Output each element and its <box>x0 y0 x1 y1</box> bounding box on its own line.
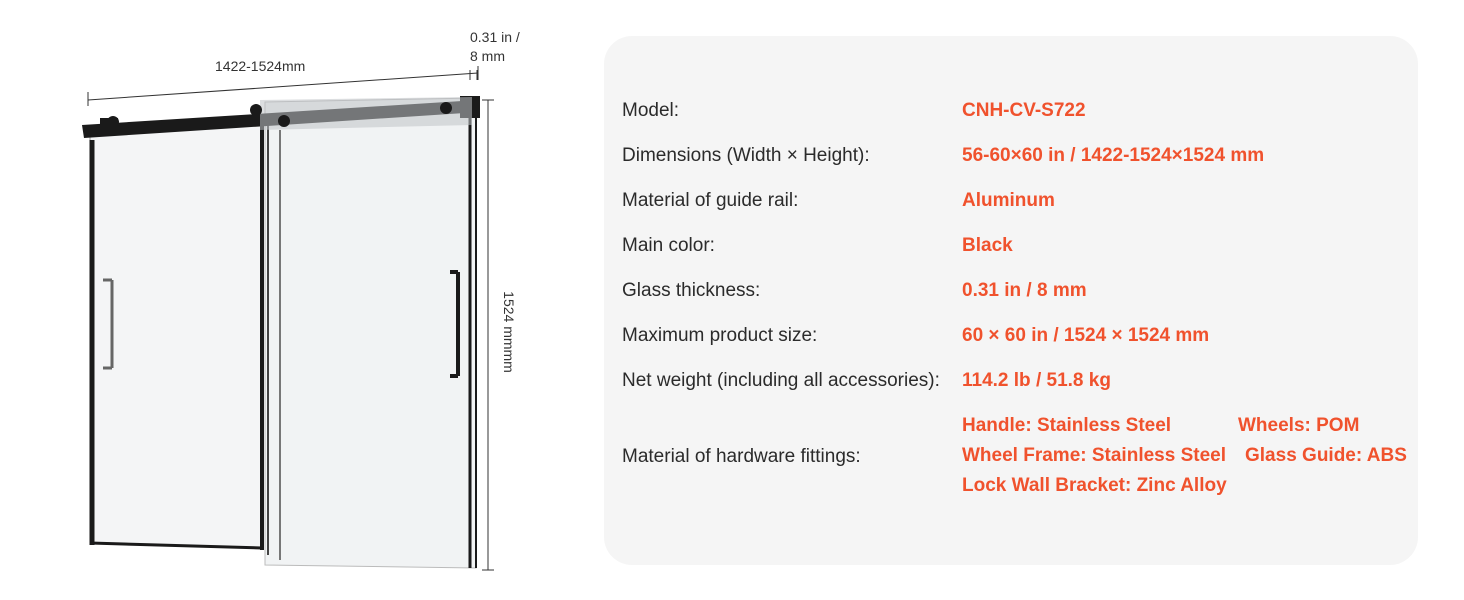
spec-value-glass-guide: Glass Guide: ABS <box>1245 445 1407 466</box>
spec-value-main-color: Black <box>962 235 1013 256</box>
spec-value-handle: Handle: Stainless Steel <box>962 415 1172 436</box>
specifications-panel <box>604 36 1418 565</box>
spec-value-max-size: 60 × 60 in / 1524 × 1524 mm <box>962 325 1210 346</box>
spec-value-lock-bracket: Lock Wall Bracket: Zinc Alloy <box>962 475 1227 496</box>
thickness-dimension-marker <box>470 70 477 80</box>
fixed-glass-panel <box>265 98 476 568</box>
spec-value-glass-thickness: 0.31 in / 8 mm <box>962 280 1087 301</box>
spec-label-glass-thickness: Glass thickness: <box>622 280 761 301</box>
spec-value-guide-rail: Aluminum <box>962 190 1055 211</box>
spec-value-net-weight: 114.2 lb / 51.8 kg <box>962 370 1111 391</box>
spec-value-wheel-frame: Wheel Frame: Stainless Steel <box>962 445 1226 466</box>
spec-label-model: Model: <box>622 100 680 121</box>
height-dimension-label: 1524 mmmm <box>501 291 517 373</box>
width-dimension-label: 1422-1524mm <box>215 58 306 74</box>
spec-label-net-weight: Net weight (including all accessories): <box>622 370 940 391</box>
spec-label-hardware: Material of hardware fittings: <box>622 446 861 467</box>
spec-value-wheels: Wheels: POM <box>1238 415 1360 436</box>
thickness-dimension-label-2: 8 mm <box>470 48 505 64</box>
spec-value-model: CNH-CV-S722 <box>962 100 1086 121</box>
thickness-dimension-label-1: 0.31 in / <box>470 29 520 45</box>
spec-label-main-color: Main color: <box>622 235 715 256</box>
spec-label-guide-rail: Material of guide rail: <box>622 190 799 211</box>
spec-label-max-size: Maximum product size: <box>622 325 818 346</box>
spec-value-dimensions: 56-60×60 in / 1422-1524×1524 mm <box>962 145 1265 166</box>
height-dimension-line <box>482 100 494 570</box>
sliding-glass-panel <box>90 125 268 555</box>
spec-label-dimensions: Dimensions (Width × Height): <box>622 145 870 166</box>
